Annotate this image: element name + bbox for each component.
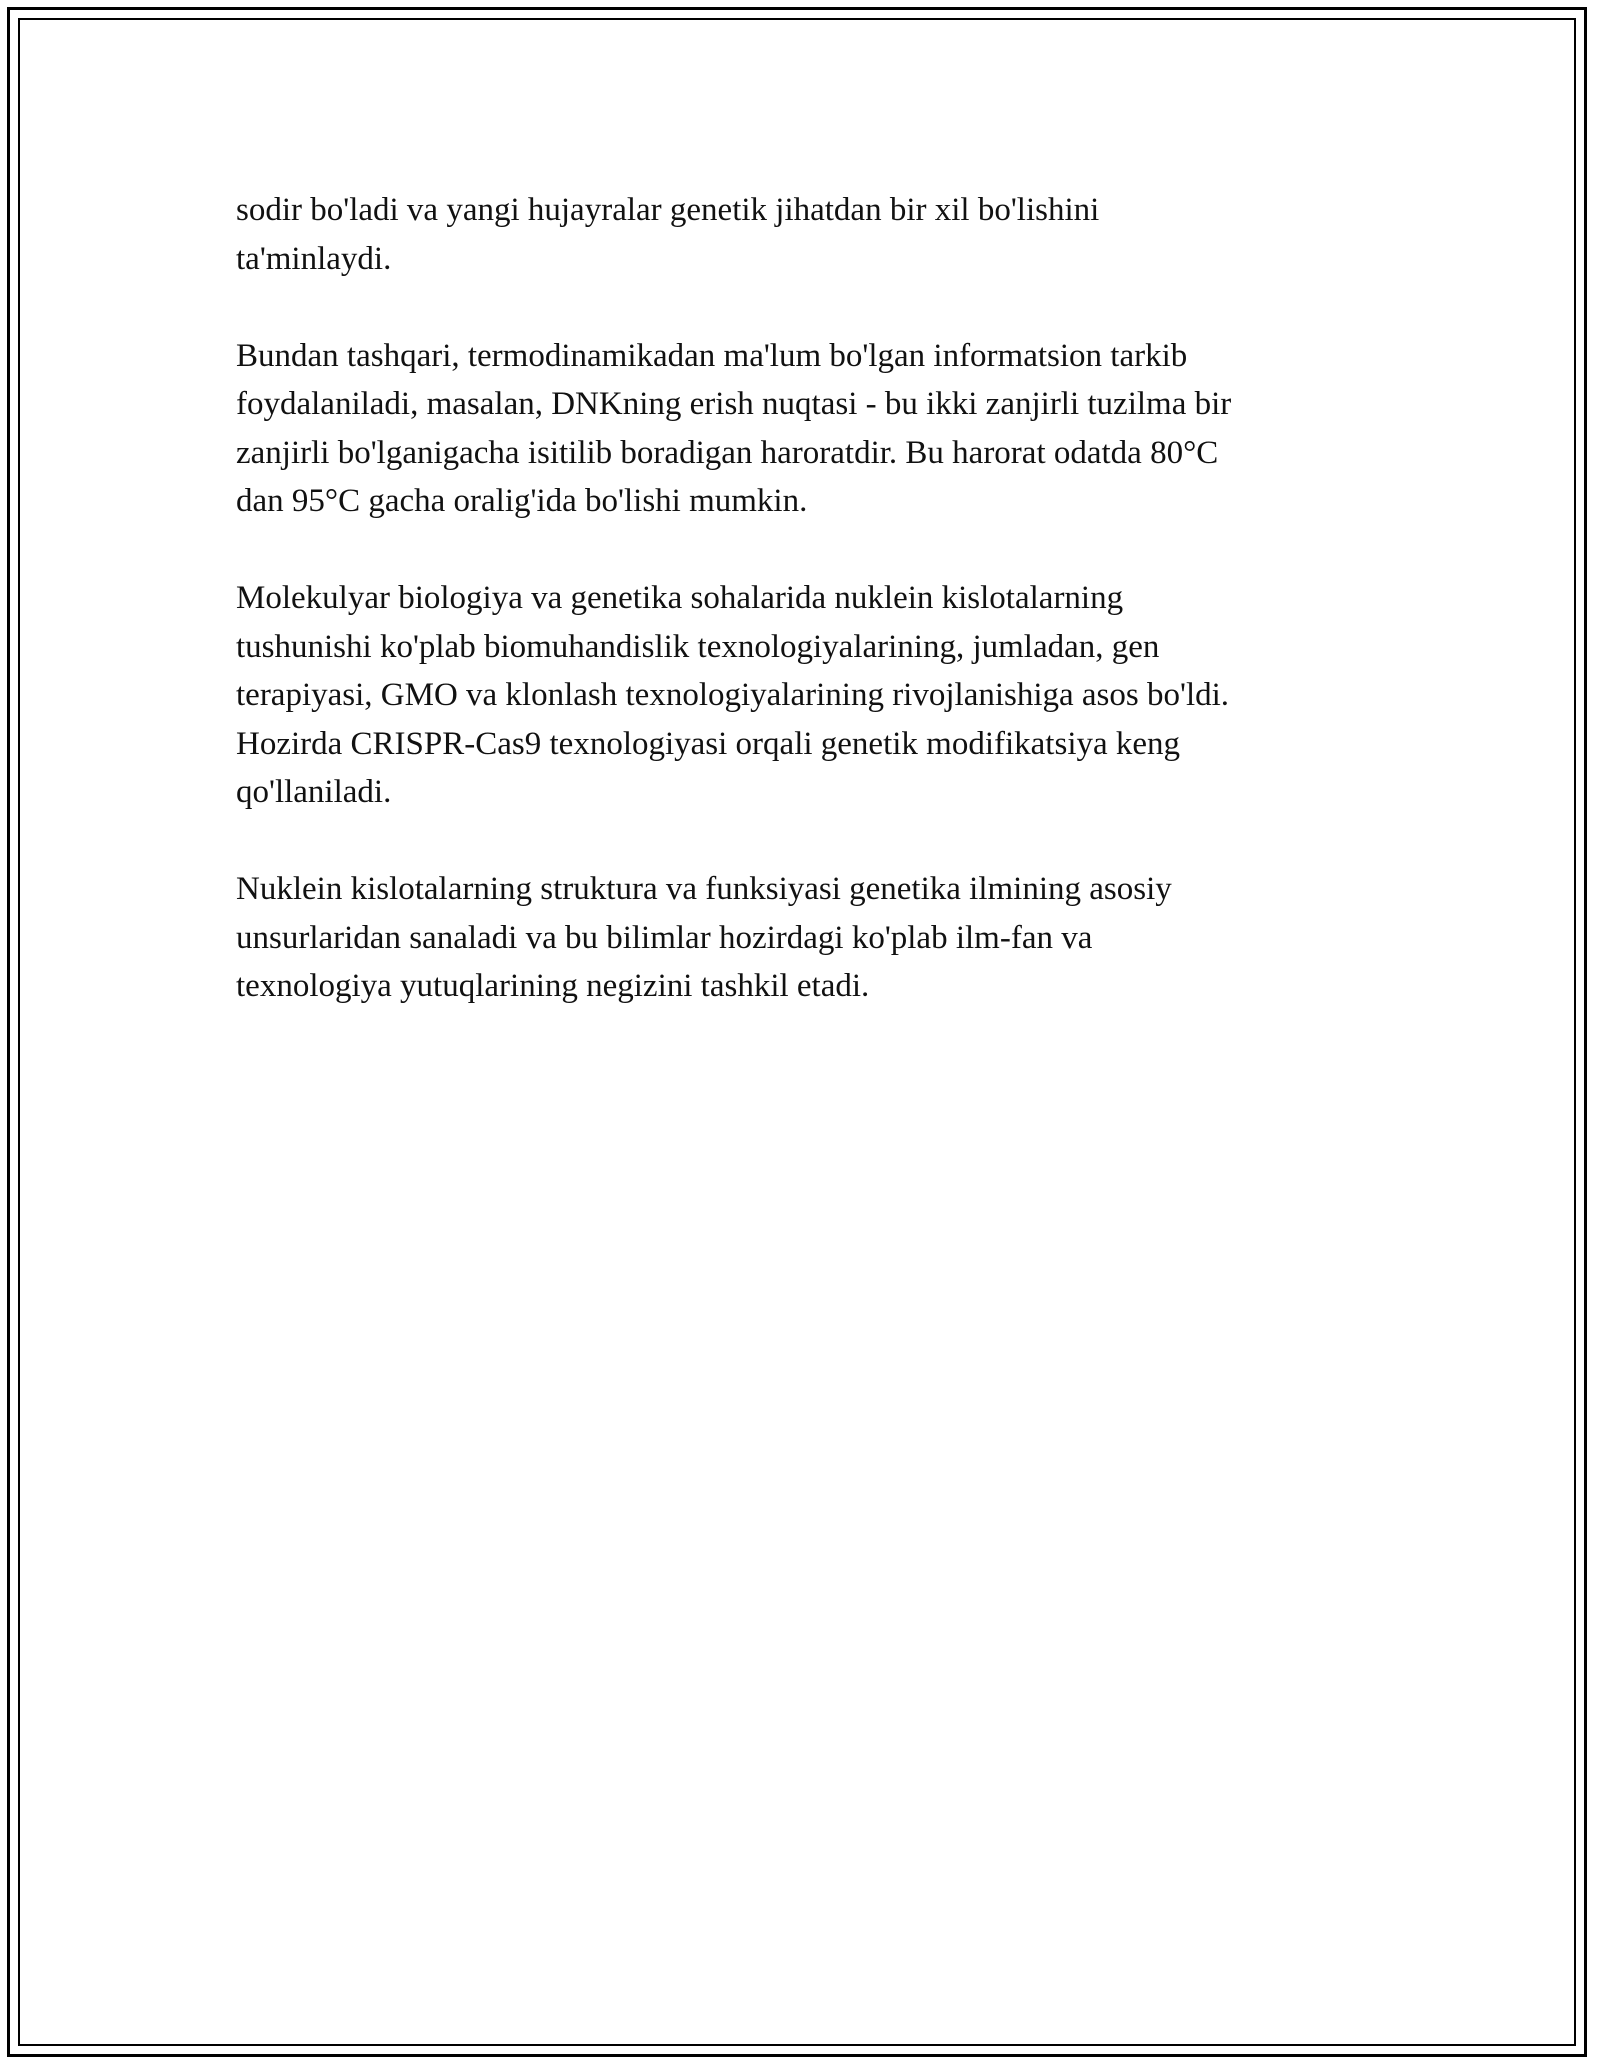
paragraph-1: sodir bo'ladi va yangi hujayralar genetik jihatdan bir xil bo'lishini ta'minlaydi. (236, 192, 1100, 277)
paragraph-3: Molekulyar biologiya va genetika sohalarida nuklein kislotalarning tushunishi ko'plab biomuhandislik texnologiyalarining, jumladan, gen terapiyasi, GMO va klonlash texnologiyalarining rivojlanishiga asos bo'ldi. Hozirda CRISPR-Cas9 texnologiyasi orqali genetik modifikatsiya keng qo'llaniladi. (236, 580, 1230, 810)
paragraph-4: Nuklein kislotalarning struktura va funksiyasi genetika ilmining asosiy unsurlaridan sanaladi va bu bilimlar hozirdagi ko'plab ilm-fan va texnologiya yutuqlarining negizini tashkil etadi. (236, 871, 1172, 1004)
paragraph-2: Bundan tashqari, termodinamikadan ma'lum bo'lgan informatsion tarkib foydalaniladi, masalan, DNKning erish nuqtasi - bu ikki zanjirli tuzilma bir zanjirli bo'lganigacha isitilib boradigan haroratdir. Bu harorat odatda 80°C dan 95°C gacha oralig'ida bo'lishi mumkin. (236, 337, 1232, 519)
document-body (236, 186, 1366, 1059)
